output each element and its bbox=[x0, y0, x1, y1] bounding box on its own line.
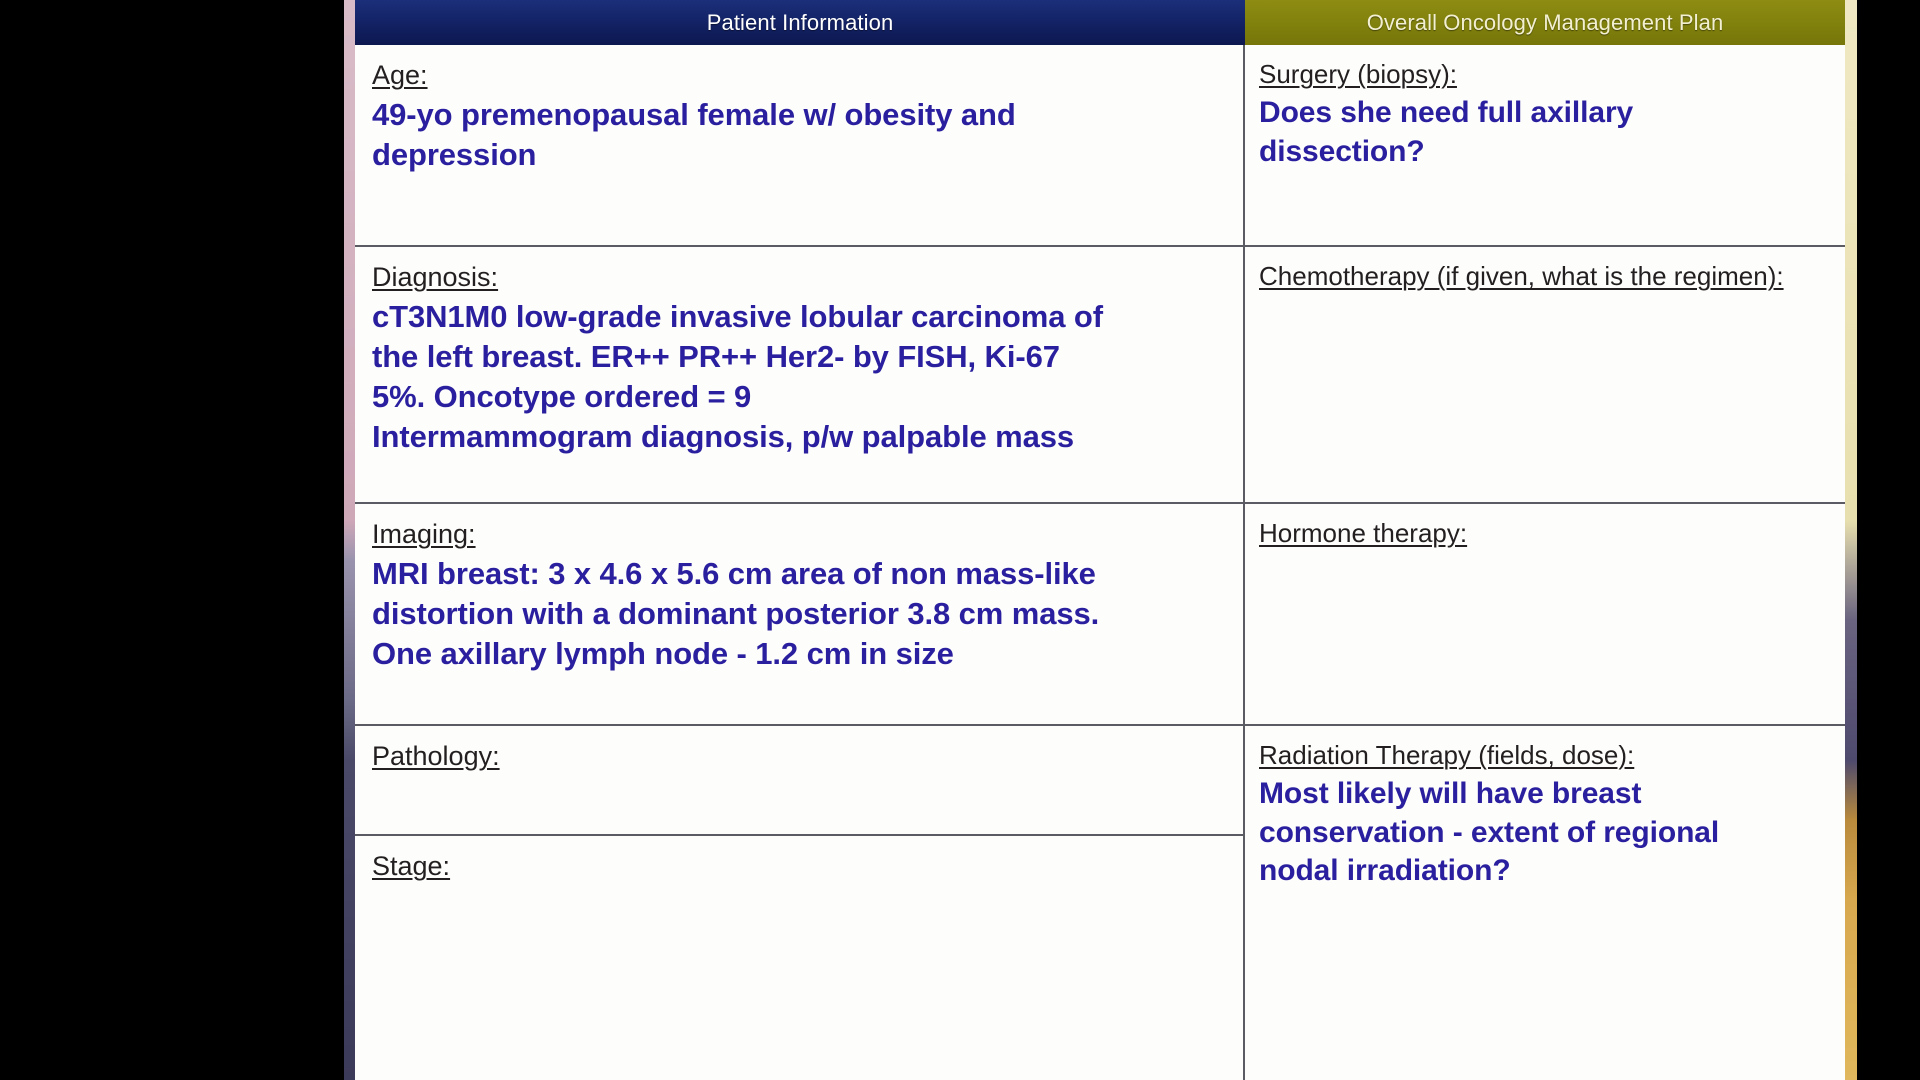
slide-right-edge-strip bbox=[1845, 0, 1857, 1080]
row-body-line: Does she need full axillary bbox=[1259, 95, 1634, 129]
table-row-surgery bbox=[1245, 45, 1845, 247]
row-body-line: 49-yo premenopausal female w/ obesity and bbox=[372, 97, 1016, 133]
table-header-row bbox=[355, 0, 1845, 45]
row-body-line: Intermammogram diagnosis, p/w palpable mass bbox=[372, 419, 1075, 455]
row-body-line: depression bbox=[372, 137, 537, 173]
row-body-line: 5%. Oncotype ordered = 9 bbox=[372, 379, 752, 415]
row-body-line: cT3N1M0 low-grade invasive lobular carcinoma of bbox=[372, 299, 1103, 335]
column-header-oncology-plan: Overall Oncology Management Plan bbox=[1245, 0, 1845, 45]
row-label-imaging: Imaging: bbox=[372, 519, 476, 549]
row-body-line: dissection? bbox=[1259, 134, 1425, 168]
row-body-line: nodal irradiation? bbox=[1259, 854, 1511, 888]
oncology-plan-column bbox=[1245, 45, 1845, 1080]
row-label-radiation-therapy: Radiation Therapy (fields, dose): bbox=[1259, 740, 1635, 770]
patient-information-column bbox=[355, 45, 1245, 1080]
table-row-pathology bbox=[355, 726, 1243, 836]
row-label-hormone-therapy: Hormone therapy: bbox=[1259, 518, 1468, 548]
table-row-chemotherapy bbox=[1245, 247, 1845, 504]
row-body-surgery bbox=[1259, 94, 1829, 171]
column-header-patient-information: Patient Information bbox=[355, 0, 1245, 45]
table-row-imaging bbox=[355, 504, 1243, 726]
slide-left-edge-strip bbox=[344, 0, 355, 1080]
slide-content bbox=[355, 0, 1845, 1080]
row-body-diagnosis bbox=[372, 297, 1227, 457]
table-row-diagnosis bbox=[355, 247, 1243, 504]
row-body-radiation-therapy bbox=[1259, 775, 1829, 891]
row-body-line: One axillary lymph node - 1.2 cm in size bbox=[372, 636, 954, 672]
table-row-age bbox=[355, 45, 1243, 247]
row-body-line: distortion with a dominant posterior 3.8 cm mass. bbox=[372, 596, 1100, 632]
table-row-stage bbox=[355, 836, 1243, 1080]
row-body-age bbox=[372, 95, 1227, 175]
row-body-line: the left breast. ER++ PR++ Her2- by FISH, Ki-67 bbox=[372, 339, 1060, 375]
row-body-line: conservation - extent of regional bbox=[1259, 815, 1720, 849]
row-label-pathology: Pathology: bbox=[372, 741, 500, 771]
row-body-line: Most likely will have breast bbox=[1259, 776, 1642, 810]
table-row-hormone-therapy bbox=[1245, 504, 1845, 726]
row-label-surgery: Surgery (biopsy): bbox=[1259, 59, 1457, 89]
row-label-diagnosis: Diagnosis: bbox=[372, 262, 499, 292]
row-label-chemotherapy: Chemotherapy (if given, what is the regimen): bbox=[1259, 261, 1784, 291]
row-body-line: MRI breast: 3 x 4.6 x 5.6 cm area of non mass-like bbox=[372, 556, 1096, 592]
table-row-radiation-therapy bbox=[1245, 726, 1845, 1080]
row-label-stage: Stage: bbox=[372, 851, 451, 881]
table-grid bbox=[355, 45, 1845, 1080]
row-label-age: Age: bbox=[372, 60, 428, 90]
row-body-imaging bbox=[372, 554, 1227, 674]
